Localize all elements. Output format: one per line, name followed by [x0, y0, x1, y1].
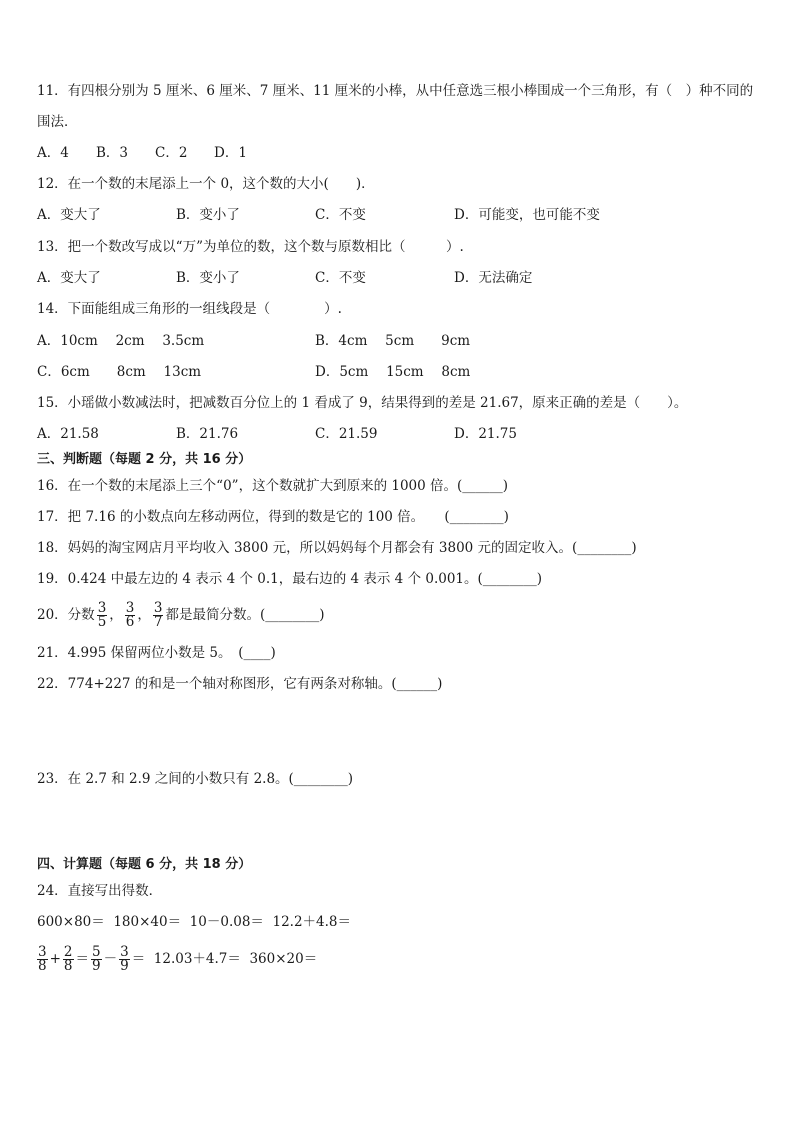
question-21: 21．4.995 保留两位小数是 5。 (____) [37, 645, 276, 661]
question-11-line2: 围法． [37, 114, 78, 130]
option-a: A．变大了 [37, 207, 101, 223]
fraction-3-6 [125, 602, 136, 629]
question-18: 18．妈妈的淘宝网店月平均收入 3800 元，所以妈妈每个月都会有 3800 元的固定收入。(________) [37, 540, 637, 556]
question-15: 15．小瑶做小数减法时，把减数百分位上的 1 看成了 9，结果得到的差是 21.67，原来正确的差是（ ）。 [37, 395, 688, 411]
option-b: B．21.76 [176, 426, 239, 442]
fraction-denominator: 5 [97, 614, 107, 630]
option-b: B．4cm 5cm 9cm [315, 333, 471, 349]
fraction-denominator: 7 [153, 614, 163, 630]
option-c: C．2 [155, 145, 188, 161]
fraction-3-7 [153, 602, 164, 629]
fraction-numerator: 5 [92, 944, 101, 960]
fraction-numerator: 3 [38, 944, 47, 960]
question-24: 24．直接写出得数． [37, 883, 163, 899]
question-14: 14．下面能组成三角形的一组线段是（ ）. [37, 301, 342, 317]
option-a: A．21.58 [37, 426, 99, 442]
option-d: D．1 [214, 145, 247, 161]
fraction-numerator: 3 [153, 600, 163, 616]
option-d: D．5cm 15cm 8cm [315, 364, 471, 380]
question-11-line1: 11．有四根分别为 5 厘米、6 厘米、7 厘米、11 厘米的小棒，从中任意选三根小棒围成一个三角形，有（ ）种不同的 [37, 83, 754, 99]
calc-row-2-rest: ＝ 12.03＋4.7＝ 360×20＝ [131, 951, 318, 967]
option-c: C．不变 [315, 207, 366, 223]
fraction-5-9 [91, 946, 102, 973]
fraction-denominator: 9 [92, 958, 101, 974]
fraction-numerator: 2 [63, 944, 73, 960]
option-c: C．21.59 [315, 426, 378, 442]
fraction-numerator: 3 [125, 600, 135, 616]
option-a: A．变大了 [37, 270, 101, 286]
option-d: D．无法确定 [454, 270, 533, 286]
question-20-prefix: 20．分数 [37, 607, 95, 623]
question-13: 13．把一个数改写成以“万”为单位的数，这个数与原数相比（ ）. [37, 239, 464, 255]
option-d: D．21.75 [454, 426, 517, 442]
fraction-denominator: 8 [38, 958, 47, 974]
option-b: B．变小了 [176, 270, 240, 286]
question-17: 17．把 7.16 的小数点向左移动两位，得到的数是它的 100 倍。 (________) [37, 509, 509, 525]
option-a: A．4 [37, 145, 69, 161]
section-judge-heading: 三、判断题（每题 2 分，共 16 分） [37, 452, 252, 467]
question-19: 19．0.424 中最左边的 4 表示 4 个 0.1，最右边的 4 表示 4 个 0.001。(________) [37, 571, 543, 587]
section-calc-heading: 四、计算题（每题 6 分，共 18 分） [37, 857, 252, 872]
question-20-suffix: 都是最简分数。(________) [165, 607, 325, 623]
option-c: C．6cm 8cm 13cm [37, 364, 202, 380]
minus-sign: － [103, 951, 118, 967]
plus-sign: + [49, 951, 61, 967]
option-a: A．10cm 2cm 3.5cm [37, 333, 205, 349]
question-23: 23．在 2.7 和 2.9 之间的小数只有 2.8。(________) [37, 771, 354, 787]
fraction-numerator: 3 [120, 944, 129, 960]
calc-row-2 [37, 942, 317, 976]
fraction-3-8 [37, 946, 48, 973]
fraction-denominator: 8 [63, 958, 73, 974]
fraction-3-5 [97, 602, 108, 629]
separator: ， [109, 607, 123, 623]
option-c: C．不变 [315, 270, 366, 286]
fraction-denominator: 9 [120, 958, 129, 974]
calc-row-1: 600×80＝ 180×40＝ 10－0.08＝ 12.2＋4.8＝ [37, 914, 352, 930]
question-22: 22．774+227 的和是一个轴对称图形，它有两条对称轴。(______) [37, 676, 443, 692]
fraction-numerator: 3 [97, 600, 107, 616]
fraction-denominator: 6 [125, 614, 135, 630]
question-20 [37, 598, 325, 632]
question-12: 12．在一个数的末尾添上一个 0，这个数的大小( )． [37, 176, 375, 192]
fraction-2-8 [63, 946, 74, 973]
option-b: B．3 [96, 145, 129, 161]
equals-sign: ＝ [75, 951, 89, 967]
fraction-3-9 [119, 946, 130, 973]
option-b: B．变小了 [176, 207, 240, 223]
question-16: 16．在一个数的末尾添上三个“0”，这个数就扩大到原来的 1000 倍。(______) [37, 478, 509, 494]
separator: ， [137, 607, 151, 623]
option-d: D．可能变，也可能不变 [454, 207, 600, 223]
